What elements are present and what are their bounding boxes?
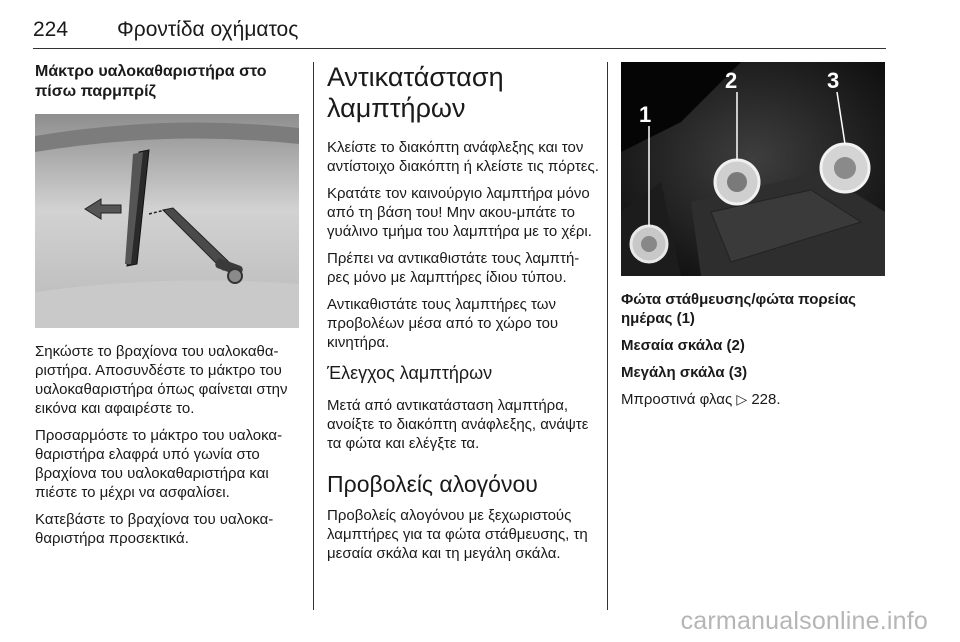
chapter-title: Φροντίδα οχήματος [117,18,299,41]
bulb-replacement-heading: Αντικατάσταση λαμπτήρων [327,62,504,123]
callout-label: 2 [725,68,738,93]
headlight-bulbs-photo [621,62,885,276]
bulb-3-icon [821,144,869,192]
ref-page: 228. [751,391,781,408]
paragraph: Μετά από αντικατάσταση λαμπτήρα, ανοίξτε το διακόπτη ανάφλεξης, ανάψτε τα φώτα και ελέγξτε τα. [327,397,589,452]
callout-label: 3 [827,68,840,93]
paragraph: Προσαρμόστε το μάκτρο του υαλοκα-θαριστήρα ελαφρά υπό γωνία στο βραχίονα του υαλοκαθαριστήρα και πιέστε το μέχρι να ασφαλίσει. [35,427,283,501]
paragraph: Κρατάτε τον καινούργιο λαμπτήρα μόνο από τη βάση του! Μην ακου-μπάτε το γυάλινο τμήμα του λαμπτήρα με το χέρι. [327,185,592,240]
paragraph: Κατεβάστε το βραχίονα του υαλοκα-θαριστήρα προσεκτικά. [35,511,274,547]
bulb-1-icon [631,226,667,262]
page-header [33,10,886,49]
halogen-headlights-heading: Προβολείς αλογόνου [327,471,538,497]
legend-item-high-beam: Μεγάλη σκάλα (3) [621,364,748,381]
paragraph: Προβολείς αλογόνου με ξεχωριστούς λαμπτήρες για τα φώτα στάθμευσης, τη μεσαία σκάλα και τη μεγάλη σκάλα. [327,507,588,562]
bulb-2-icon [715,160,759,204]
column-divider [607,62,608,610]
paragraph: Σηκώστε το βραχίονα του υαλοκαθα-ριστήρα. Αποσυνδέστε το μάκτρο του υαλοκαθαριστήρα όπως φαίνεται στην εικόνα και αφαιρέστε το. [35,343,288,417]
callout-label: 1 [639,102,652,127]
watermark: carmanualsonline.info [680,607,928,635]
wiper-illustration [35,114,299,328]
left-column [35,62,303,556]
column-divider [313,62,314,610]
arrow-reference-icon: ▷ [736,391,748,407]
paragraph: Πρέπει να αντικαθιστάτε τους λαμπτή-ρες μόνο με λαμπτήρες ίδιου τύπου. [327,250,580,286]
cross-reference[interactable] [621,390,889,409]
legend-item-parking-lights: Φώτα στάθμευσης/φώτα πορείας ημέρας (1) [621,291,856,327]
ref-text: Μπροστινά φλας [621,391,733,408]
paragraph: Κλείστε το διακόπτη ανάφλεξης και τον αντίστοιχο διακόπτη ή κλείστε τις πόρτες. [327,139,599,175]
wiper-blade-heading: Μάκτρο υαλοκαθαριστήρα στο πίσω παρμπρίζ [35,63,267,100]
right-column [621,62,889,417]
paragraph: Αντικαθιστάτε τους λαμπτήρες των προβολέων μέσα από το χώρο του κινητήρα. [327,296,559,351]
bulb-check-heading: Έλεγχος λαμπτήρων [327,363,493,383]
middle-column [327,62,599,571]
legend-item-low-beam: Μεσαία σκάλα (2) [621,337,745,354]
page-number: 224 [33,18,69,41]
